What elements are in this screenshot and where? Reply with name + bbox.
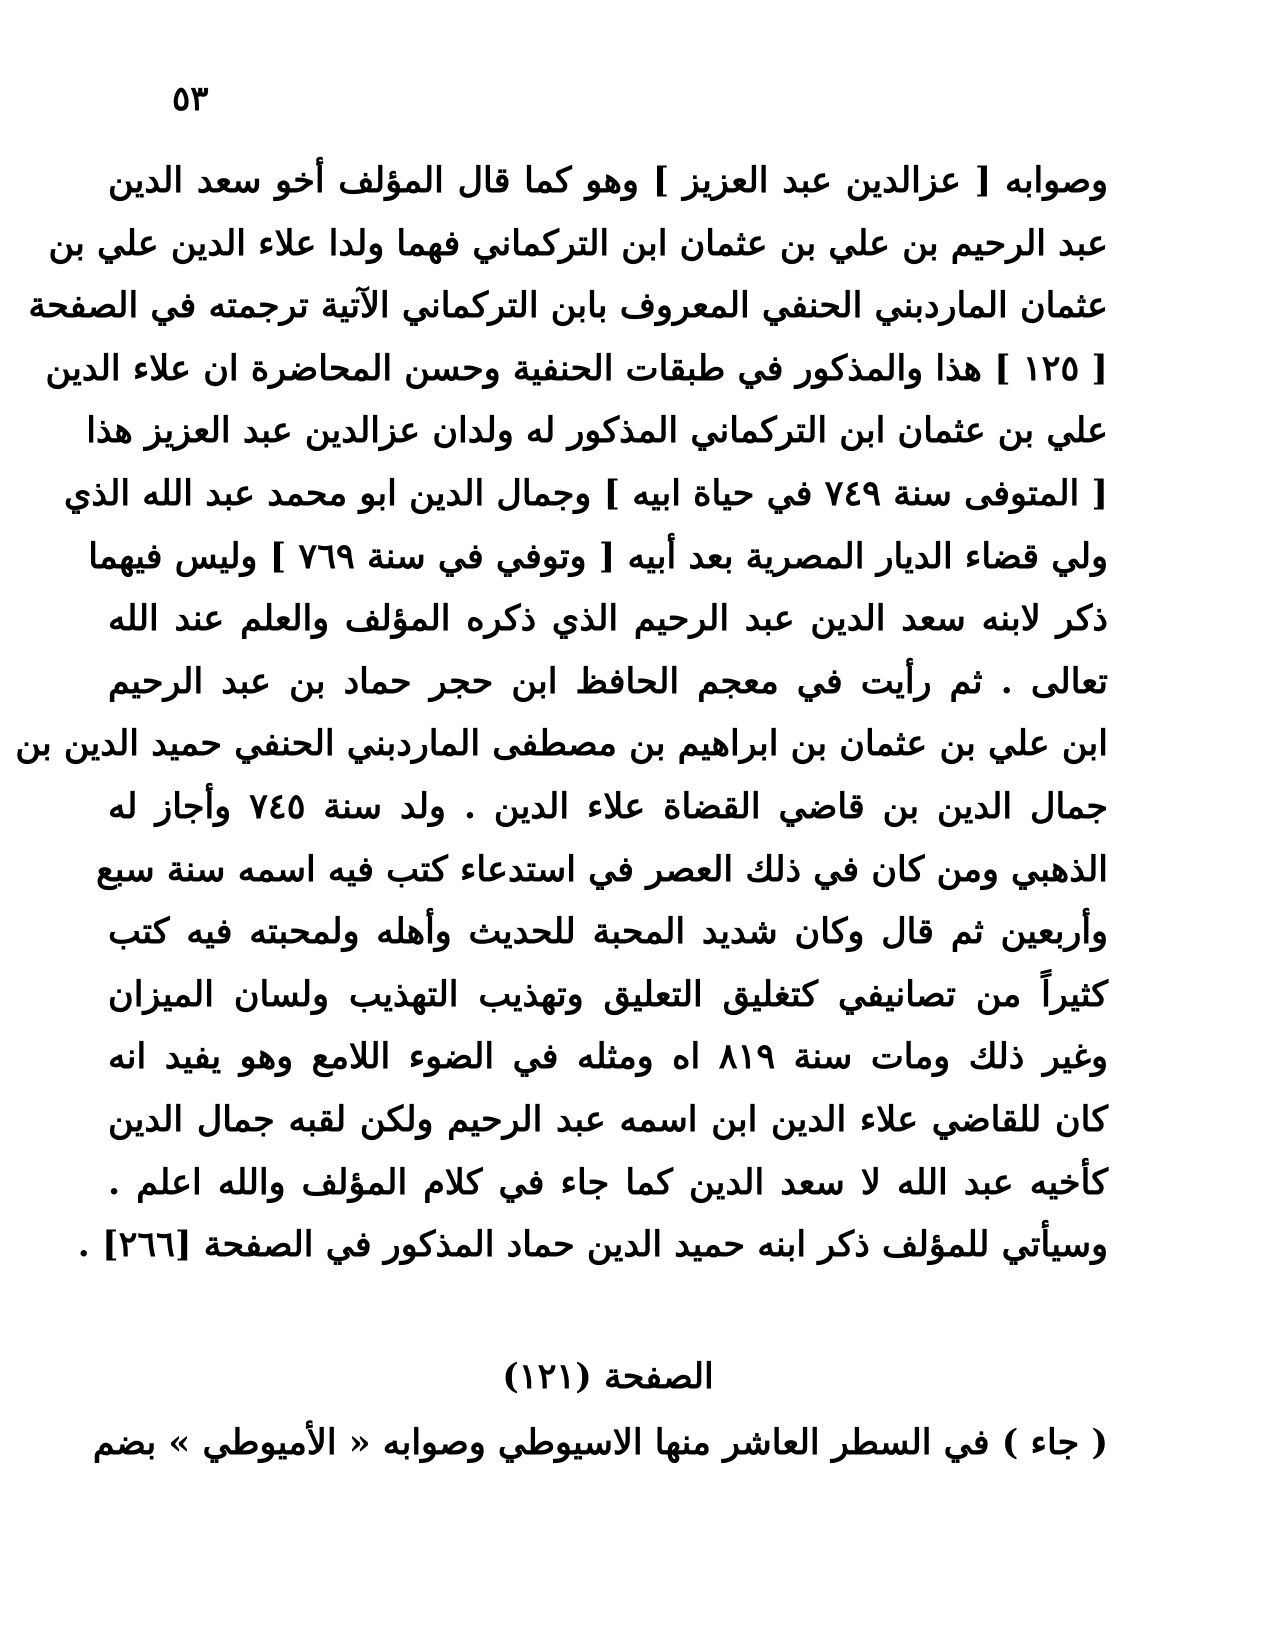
footnote-line: ( جاء ) في السطر العاشر منها الاسيوطي وصوابه « الأميوطي » بضم [92, 1422, 1108, 1463]
text-line-3: عثمان الماردبني الحنفي المعروف بابن التركماني الآتية ترجمته في الصفحة [28, 285, 1108, 327]
text-line-13: وأربعين ثم قال وكان شديد المحبة للحديث وأهله ولمحبته فيه كتب [108, 911, 1108, 953]
text-line-11: جمال الدين بن قاضي القضاة علاء الدين . ولد سنة ٧٤٥ وأجاز له [108, 785, 1108, 827]
text-line-9: تعالى . ثم رأيت في معجم الحافظ ابن حجر حماد بن عبد الرحيم [108, 660, 1108, 702]
text-line-6: [ المتوفى سنة ٧٤٩ في حياة ابيه ] وجمال الدين ابو محمد عبد الله الذي [63, 472, 1108, 514]
text-line-16: كان للقاضي علاء الدين ابن اسمه عبد الرحيم ولكن لقبه جمال الدين [108, 1098, 1108, 1140]
text-line-5: علي بن عثمان ابن التركماني المذكور له ولدان عزالدين عبد العزيز هذا [86, 410, 1108, 452]
text-line-8: ذكر لابنه سعد الدين عبد الرحيم الذي ذكره المؤلف والعلم عند الله [108, 598, 1108, 640]
text-line-7: ولي قضاء الديار المصرية بعد أبيه [ وتوفي في سنة ٧٦٩ ] وليس فيهما [88, 535, 1108, 577]
page-number: ٥٣ [172, 79, 209, 119]
text-line-1: وصوابه [ عزالدين عبد العزيز ] وهو كما قال المؤلف أخو سعد الدين [108, 160, 1108, 201]
section-heading: الصفحة (١٢١) [502, 1356, 714, 1397]
text-line-12: الذهبي ومن كان في ذلك العصر في استدعاء كتب فيه اسمه سنة سبع [96, 848, 1108, 890]
text-line-18: وسيأتي للمؤلف ذكر ابنه حميد الدين حماد المذكور في الصفحة [٢٦٦] . [77, 1224, 1108, 1266]
text-line-17: كأخيه عبد الله لا سعد الدين كما جاء في كلام المؤلف والله اعلم . [108, 1161, 1108, 1203]
body-text [15, 150, 1108, 1277]
text-line-14: كثيراً من تصانيفي كتغليق التعليق وتهذيب التهذيب ولسان الميزان [108, 973, 1108, 1015]
text-line-4: [ ١٢٥ ] هذا والمذكور في طبقات الحنفية وحسن المحاضرة ان علاء الدين [45, 347, 1108, 389]
text-line-10: ابن علي بن عثمان بن ابراهيم بن مصطفى الماردبني الحنفي حميد الدين بن [15, 723, 1108, 765]
text-line-2: عبد الرحيم بن علي بن عثمان ابن التركماني فهما ولدا علاء الدين علي بن [48, 222, 1108, 264]
text-line-15: وغير ذلك ومات سنة ٨١٩ اه ومثله في الضوء اللامع وهو يفيد انه [108, 1036, 1108, 1078]
